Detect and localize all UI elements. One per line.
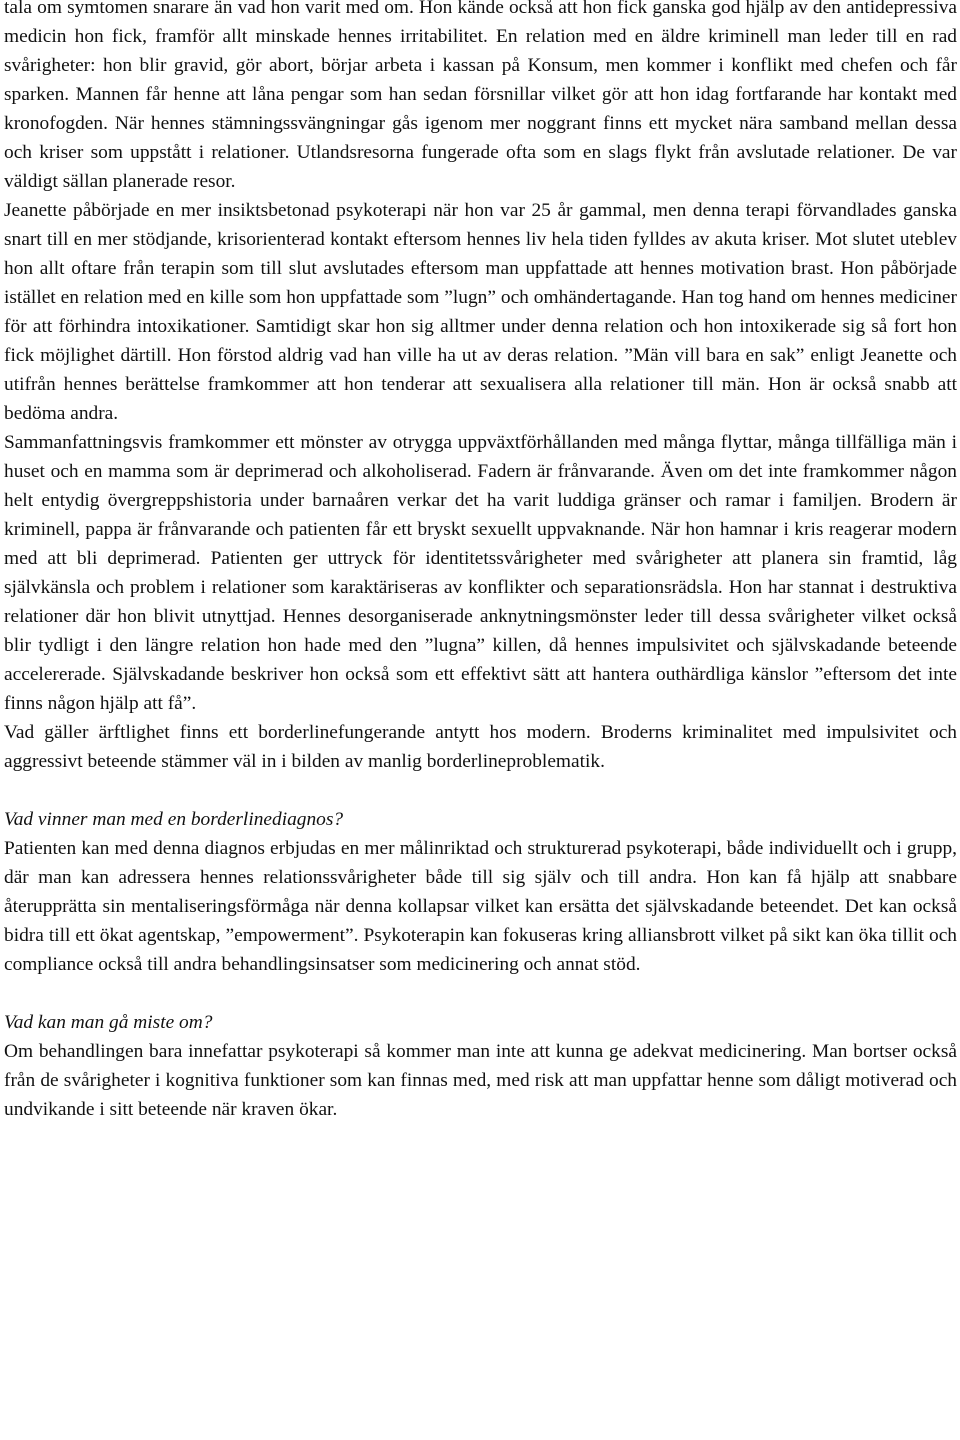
document-page bbox=[4, 0, 957, 1124]
heading-what-is-gained: Vad vinner man med en borderlinediagnos? bbox=[4, 809, 344, 830]
heading-what-is-lost: Vad kan man gå miste om? bbox=[4, 1012, 213, 1033]
paragraph-what-is-gained: Patienten kan med denna diagnos erbjudas en mer målinriktad och strukturerad psykoterapi, både individuellt och i grupp, där man kan adressera hennes relationssvårigheter både till sig själv och till andra. Hon kan få hjälp att snabbare återupprätta sin mentaliseringsförmåga när denna kollapsar vilket kan ersätta det självskadande beteendet. Det kan också bidra till ett ökat agentskap, ”empowerment”. Psykoterapin kan fokuseras kring alliansbrott vilket på sikt kan öka tillit och compliance också till andra behandlingsinsatser som medicinering och annat stöd. bbox=[4, 838, 957, 975]
paragraph-what-is-lost: Om behandlingen bara innefattar psykoterapi så kommer man inte att kunna ge adekvat medicinering. Man bortser också från de svårigheter i kognitiva funktioner som kan finnas med, med risk att man uppfattar henne som dåligt motiverad och undvikande i sitt beteende när kraven ökar. bbox=[4, 1041, 957, 1120]
paragraph-heredity: Vad gäller ärftlighet finns ett borderlinefungerande antytt hos modern. Broderns kriminalitet med impulsivitet och aggressivt beteende stämmer väl in i bilden av manlig borderlineproblematik. bbox=[4, 722, 957, 772]
paragraph-symptoms: tala om symtomen snarare än vad hon varit med om. Hon kände också att hon fick ganska god hjälp av den antidepressiva medicin hon fick, framför allt minskade hennes irritabilitet. En relation med en äldre kriminell man leder till en rad svårigheter: hon blir gravid, gör abort, börjar arbeta i kassan på Konsum, men kommer i konflikt med chefen och får sparken. Mannen får henne att låna pengar som han sedan försnillar vilket gör att hon idag fortfarande har kontakt med kronofogden. När hennes stämningssvängningar gås igenom mer noggrant finns ett mycket nära samband mellan dessa och kriser som uppstått i relationer. Utlandsresorna fungerade ofta som en slags flykt från avslutade relationer. De var väldigt sällan planerade resor. bbox=[4, 0, 957, 192]
paragraph-psychotherapy: Jeanette påbörjade en mer insiktsbetonad psykoterapi när hon var 25 år gammal, men denna terapi förvandlades ganska snart till en mer stödjande, krisorienterad kontakt eftersom hennes liv hela tiden fylldes av akuta kriser. Mot slutet uteblev hon allt oftare från terapin som till slut avslutades eftersom man uppfattade att hennes motivation brast. Hon påbörjade istället en relation med en kille som hon uppfattade som ”lugn” och omhändertagande. Han tog hand om hennes mediciner för att förhindra intoxikationer. Samtidigt skar hon sig alltmer under denna relation och hon intoxikerade sig så fort hon fick möjlighet därtill. Hon förstod aldrig vad han ville ha ut av deras relation. ”Män vill bara en sak” enligt Jeanette och utifrån hennes berättelse framkommer att hon tenderar att sexualisera alla relationer till män. Hon är också snabb att bedöma andra. bbox=[4, 200, 957, 424]
paragraph-summary: Sammanfattningsvis framkommer ett mönster av otrygga uppväxtförhållanden med många flyttar, många tillfälliga män i huset och en mamma som är deprimerad och alkoholiserad. Fadern är frånvarande. Även om det inte framkommer någon helt entydig övergreppshistoria under barnaåren verkar det ha varit luddiga gränser och ramar i familjen. Brodern är kriminell, pappa är frånvarande och patienten får ett bryskt sexuellt uppvaknande. När hon hamnar i kris reagerar modern med att bli deprimerad. Patienten ger uttryck för identitetssvårigheter med svårigheter att planera sin framtid, låg självkänsla och problem i relationer som karaktäriseras av konflikter och separationsrädsla. Hon har stannat i destruktiva relationer där hon blivit utnyttjad. Hennes desorganiserade anknytningsmönster leder till dessa svårigheter vilket också blir tydligt i den längre relation hon hade med den ”lugna” killen, då hennes impulsivitet och självskadande beteende accelererade. Självskadande beskriver hon också som ett effektivt sätt att hantera outhärdliga känslor ”eftersom det inte finns någon hjälp att få”. bbox=[4, 432, 957, 714]
